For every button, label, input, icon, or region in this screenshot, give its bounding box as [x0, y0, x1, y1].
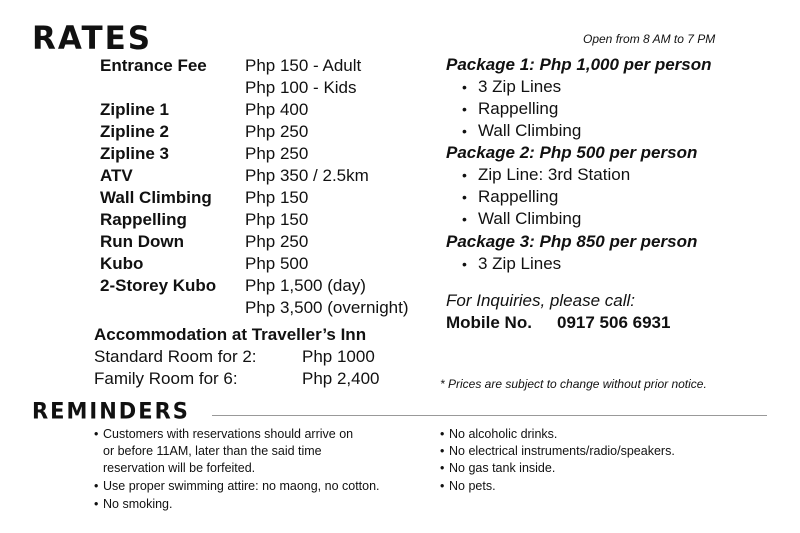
- package-item: • Rappelling: [462, 98, 558, 120]
- package-item: • Wall Climbing: [462, 120, 581, 142]
- reminder-item: • No gas tank inside.: [440, 460, 555, 478]
- rate-name: Kubo: [100, 254, 144, 273]
- rate-price: Php 250: [245, 144, 309, 163]
- package-title: Package 2: Php 500 per person: [446, 143, 698, 162]
- reminders-heading: REMINDERS: [32, 398, 190, 424]
- divider: [212, 415, 767, 416]
- room-price: Php 1000: [302, 347, 375, 366]
- room-price: Php 2,400: [302, 369, 380, 388]
- rate-name: ATV: [100, 166, 133, 185]
- opening-hours: Open from 8 AM to 7 PM: [583, 32, 716, 46]
- mobile-number: 0917 506 6931: [557, 313, 671, 332]
- rate-price: Php 250: [245, 232, 309, 251]
- rate-price: Php 1,500 (day): [245, 276, 366, 295]
- accommodation-title: Accommodation at Traveller’s Inn: [94, 325, 367, 344]
- rate-price: Php 350 / 2.5km: [245, 166, 369, 185]
- rate-name: Zipline 2: [100, 122, 169, 141]
- package-item: • Rappelling: [462, 186, 558, 208]
- reminder-item: • No smoking.: [94, 496, 172, 514]
- rate-name: Wall Climbing: [100, 188, 212, 207]
- rates-heading: RATES: [32, 20, 153, 58]
- package-item: • 3 Zip Lines: [462, 253, 561, 275]
- room-name: Standard Room for 2:: [94, 347, 257, 366]
- room-name: Family Room for 6:: [94, 369, 238, 388]
- reminder-item: • No pets.: [440, 478, 496, 496]
- rate-name: 2-Storey Kubo: [100, 276, 217, 295]
- reminder-item: • No electrical instruments/radio/speakers.: [440, 443, 675, 461]
- rate-price: Php 400: [245, 100, 309, 119]
- package-title: Package 1: Php 1,000 per person: [446, 55, 712, 74]
- rate-name: Rappelling: [100, 210, 187, 229]
- reminder-continuation: reservation will be forfeited.: [103, 461, 256, 475]
- inquiry-text: For Inquiries, please call:: [446, 291, 635, 310]
- rate-price: Php 3,500 (overnight): [245, 298, 409, 317]
- rate-price: Php 150: [245, 188, 309, 207]
- rate-price: Php 150 - Adult: [245, 56, 362, 75]
- rate-price: Php 250: [245, 122, 309, 141]
- rate-name: Entrance Fee: [100, 56, 207, 75]
- reminder-item: • Customers with reservations should arrive on: [94, 426, 353, 444]
- reminder-item: • No alcoholic drinks.: [440, 426, 557, 444]
- mobile-label: Mobile No.: [446, 313, 532, 332]
- reminder-continuation: or before 11AM, later than the said time: [103, 444, 322, 458]
- rate-name: Zipline 3: [100, 144, 169, 163]
- rate-name: Run Down: [100, 232, 185, 251]
- rate-name: Zipline 1: [100, 100, 169, 119]
- rate-price: Php 500: [245, 254, 309, 273]
- package-title: Package 3: Php 850 per person: [446, 232, 698, 251]
- package-item: • Wall Climbing: [462, 208, 581, 230]
- rate-price: Php 150: [245, 210, 309, 229]
- package-item: • 3 Zip Lines: [462, 76, 561, 98]
- reminder-item: • Use proper swimming attire: no maong, no cotton.: [94, 478, 380, 496]
- price-disclaimer: * Prices are subject to change without prior notice.: [440, 377, 707, 391]
- rate-price: Php 100 - Kids: [245, 78, 357, 97]
- package-item: • Zip Line: 3rd Station: [462, 164, 630, 186]
